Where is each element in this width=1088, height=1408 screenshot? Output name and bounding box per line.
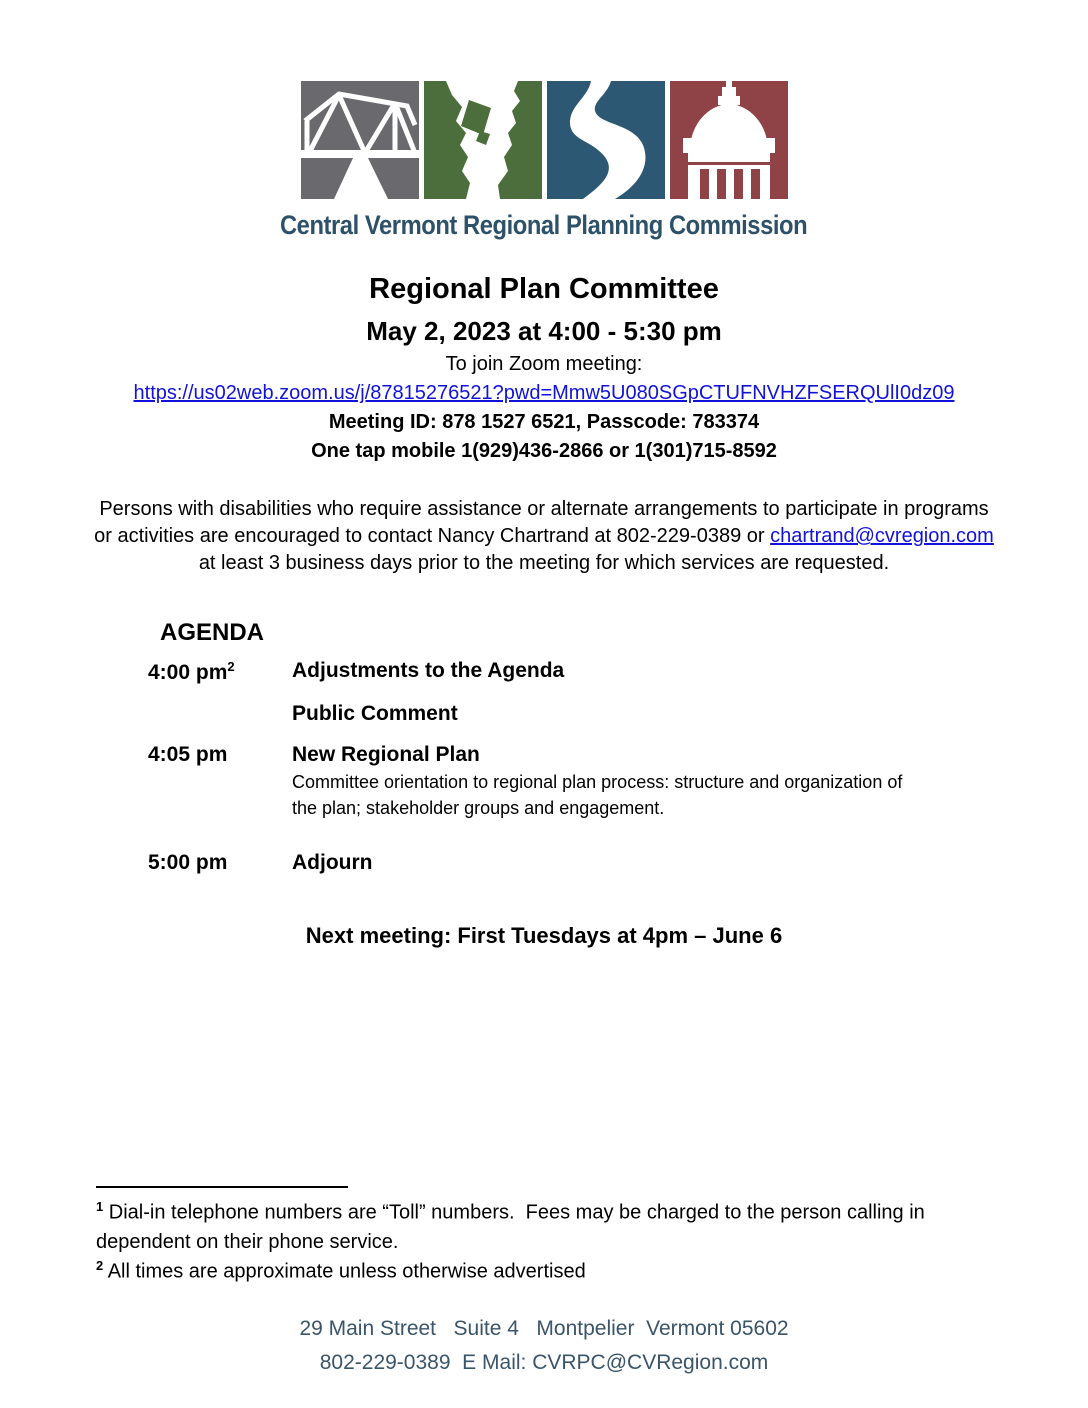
footnote-text: Dial-in telephone numbers are “Toll” numbers. Fees may be charged to the person calling in dependent on their phone service.	[96, 1201, 931, 1253]
agenda-section	[148, 619, 1088, 874]
footer-address: 29 Main Street Suite 4 Montpelier Vermont 05602	[299, 1317, 789, 1340]
logo-wordmark: Central Vermont Regional Planning Commission	[280, 210, 808, 240]
contact-email-link[interactable]: chartrand@cvregion.com	[770, 525, 994, 548]
accessibility-notice	[92, 496, 997, 577]
footnote-ref-2: 2	[227, 659, 235, 675]
agenda-item-title: New Regional Plan	[292, 743, 480, 767]
agenda-time: 4:00 $pm^2$	[148, 659, 235, 685]
footer-contact: 802-229-0389 E Mail: CVRPC@CVRegion.com	[319, 1351, 769, 1375]
footnote-marker: 2	[96, 1257, 104, 1273]
river-icon	[547, 80, 665, 200]
agenda-row-adjustments	[148, 659, 1088, 685]
zoom-meeting-link[interactable]: https://us02web.zoom.us/j/87815276521?pwd=Mmw5U080SGpCTUFNVHZFSERQUlI0dz09	[133, 382, 955, 405]
agenda-row-adjourn	[148, 851, 1088, 875]
vermont-map-icon	[424, 80, 542, 200]
agenda-time: 4:05 pm	[148, 743, 228, 767]
zoom-join-label: To join Zoom meeting:	[445, 353, 643, 376]
bridge-icon	[301, 80, 419, 200]
one-tap-line: One tap mobile 1(929)436-2866 or 1(301)715-8592	[311, 440, 777, 463]
agenda-row-public-comment	[148, 702, 1088, 726]
agenda-item-description: Committee orientation to regional plan process: structure and organization of the plan; stakeholder groups and engagement.	[292, 772, 903, 818]
capitol-dome-icon	[670, 80, 788, 200]
next-meeting-note: Next meeting: First Tuesdays at 4pm – June 6	[305, 922, 783, 948]
agenda-item-title: Public Comment	[292, 702, 458, 726]
meeting-id-line: Meeting ID: 878 1527 6521, Passcode: 783374	[328, 411, 760, 434]
cvrpc-logo	[0, 0, 1088, 241]
meeting-header	[0, 271, 1088, 464]
agenda-row-new-regional-plan	[148, 743, 1088, 820]
notice-text-before: Persons with disabilities who require assistance or alternate arrangements to participate in programs or activities are encouraged to contact Nancy Chartrand at 802-229-0389 or	[94, 498, 989, 548]
page-title: Regional Plan Committee	[369, 273, 719, 305]
agenda-time	[148, 702, 292, 726]
agenda-heading: AGENDA	[160, 619, 265, 647]
footnote-1	[96, 1198, 992, 1257]
agenda-item-title: Adjustments to the Agenda	[292, 659, 565, 683]
agenda-item-title: Adjourn	[292, 850, 373, 874]
footnote-area	[96, 1186, 992, 1286]
footnote-separator	[96, 1186, 348, 1188]
footnote-text: All times are approximate unless otherwise advertised	[107, 1260, 586, 1283]
footnote-2	[96, 1257, 992, 1287]
footnote-marker: 1	[96, 1199, 104, 1214]
meeting-datetime: May 2, 2023 at 4:00 - 5:30 pm	[366, 315, 722, 346]
agenda-time: 5:00 pm	[148, 850, 228, 874]
page-footer	[0, 1312, 1088, 1380]
notice-text-after: at least 3 business days prior to the meeting for which services are requested.	[198, 552, 890, 575]
logo-tiles	[301, 80, 788, 200]
